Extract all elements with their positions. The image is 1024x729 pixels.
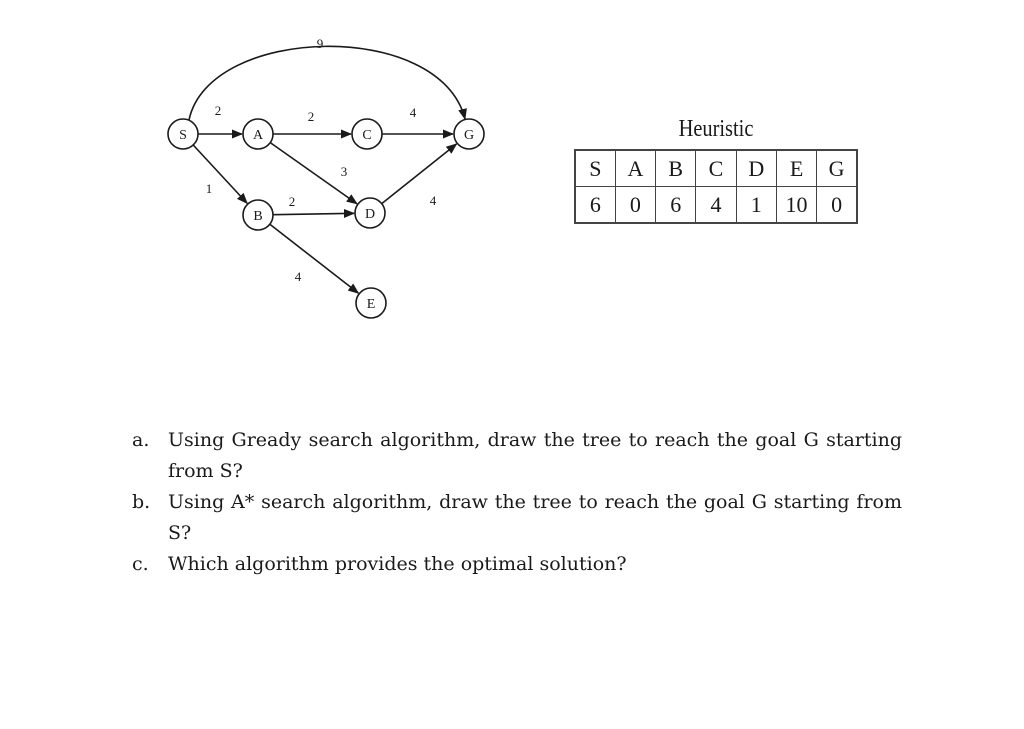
question-text: Using A* search algorithm, draw the tree to reach the goal G starting from S? (168, 491, 902, 544)
edge-weight-label: 2 (288, 194, 296, 209)
edge-s-b (193, 145, 247, 203)
question-item (132, 549, 902, 580)
heuristic-header-cell: C (696, 150, 736, 187)
node-e (356, 288, 386, 318)
question-marker: c. (132, 553, 149, 575)
heuristic-table (574, 149, 858, 224)
node-c (352, 119, 382, 149)
heuristic-value-cell: 0 (817, 187, 857, 224)
node-label: B (253, 209, 263, 224)
heuristic-value-cell: 10 (776, 187, 816, 224)
heuristic-value-cell: 1 (736, 187, 776, 224)
search-graph (0, 0, 520, 345)
node-a (243, 119, 273, 149)
node-g (454, 119, 484, 149)
heuristic-header-cell: S (575, 150, 615, 187)
heuristic-value-cell: 6 (656, 187, 696, 224)
node-s (168, 119, 198, 149)
node-label: S (179, 128, 187, 143)
node-label: A (252, 128, 264, 143)
heuristic-title: Heuristic (678, 116, 754, 142)
heuristic-header-cell: D (736, 150, 776, 187)
question-text: Which algorithm provides the optimal solution? (168, 553, 627, 575)
question-text: Using Gready search algorithm, draw the tree to reach the goal G starting from S? (168, 429, 902, 482)
question-list (132, 425, 902, 580)
heuristic-header-cell: G (817, 150, 857, 187)
edge-b-d (273, 213, 354, 214)
question-item (132, 487, 902, 549)
edge-s-g (189, 46, 465, 120)
heuristic-value-cell: 4 (696, 187, 736, 224)
edge-d-g (382, 144, 457, 204)
edge-weight-label: 2 (307, 109, 315, 124)
heuristic-header-cell: A (615, 150, 655, 187)
heuristic-header-row (575, 150, 857, 187)
node-d (355, 198, 385, 228)
node-label: E (366, 297, 376, 312)
edge-weight-label: 4 (409, 105, 417, 120)
heuristic-table-block (574, 113, 858, 224)
question-item (132, 425, 902, 487)
node-label: D (364, 207, 376, 222)
heuristic-value-row (575, 187, 857, 224)
question-marker: b. (132, 491, 151, 513)
edge-weight-label: 4 (294, 269, 302, 284)
node-label: C (362, 128, 372, 143)
edge-b-e (270, 224, 359, 293)
node-b (243, 200, 273, 230)
heuristic-header-cell: E (776, 150, 816, 187)
edge-weight-label: 1 (205, 181, 213, 196)
edge-weight-label: 9 (316, 36, 324, 51)
edge-weight-label: 3 (340, 164, 348, 179)
edge-weight-label: 4 (429, 193, 437, 208)
heuristic-header-cell: B (656, 150, 696, 187)
node-label: G (463, 128, 475, 143)
heuristic-value-cell: 6 (575, 187, 615, 224)
edge-weight-label: 2 (214, 103, 222, 118)
question-marker: a. (132, 429, 150, 451)
heuristic-value-cell: 0 (615, 187, 655, 224)
